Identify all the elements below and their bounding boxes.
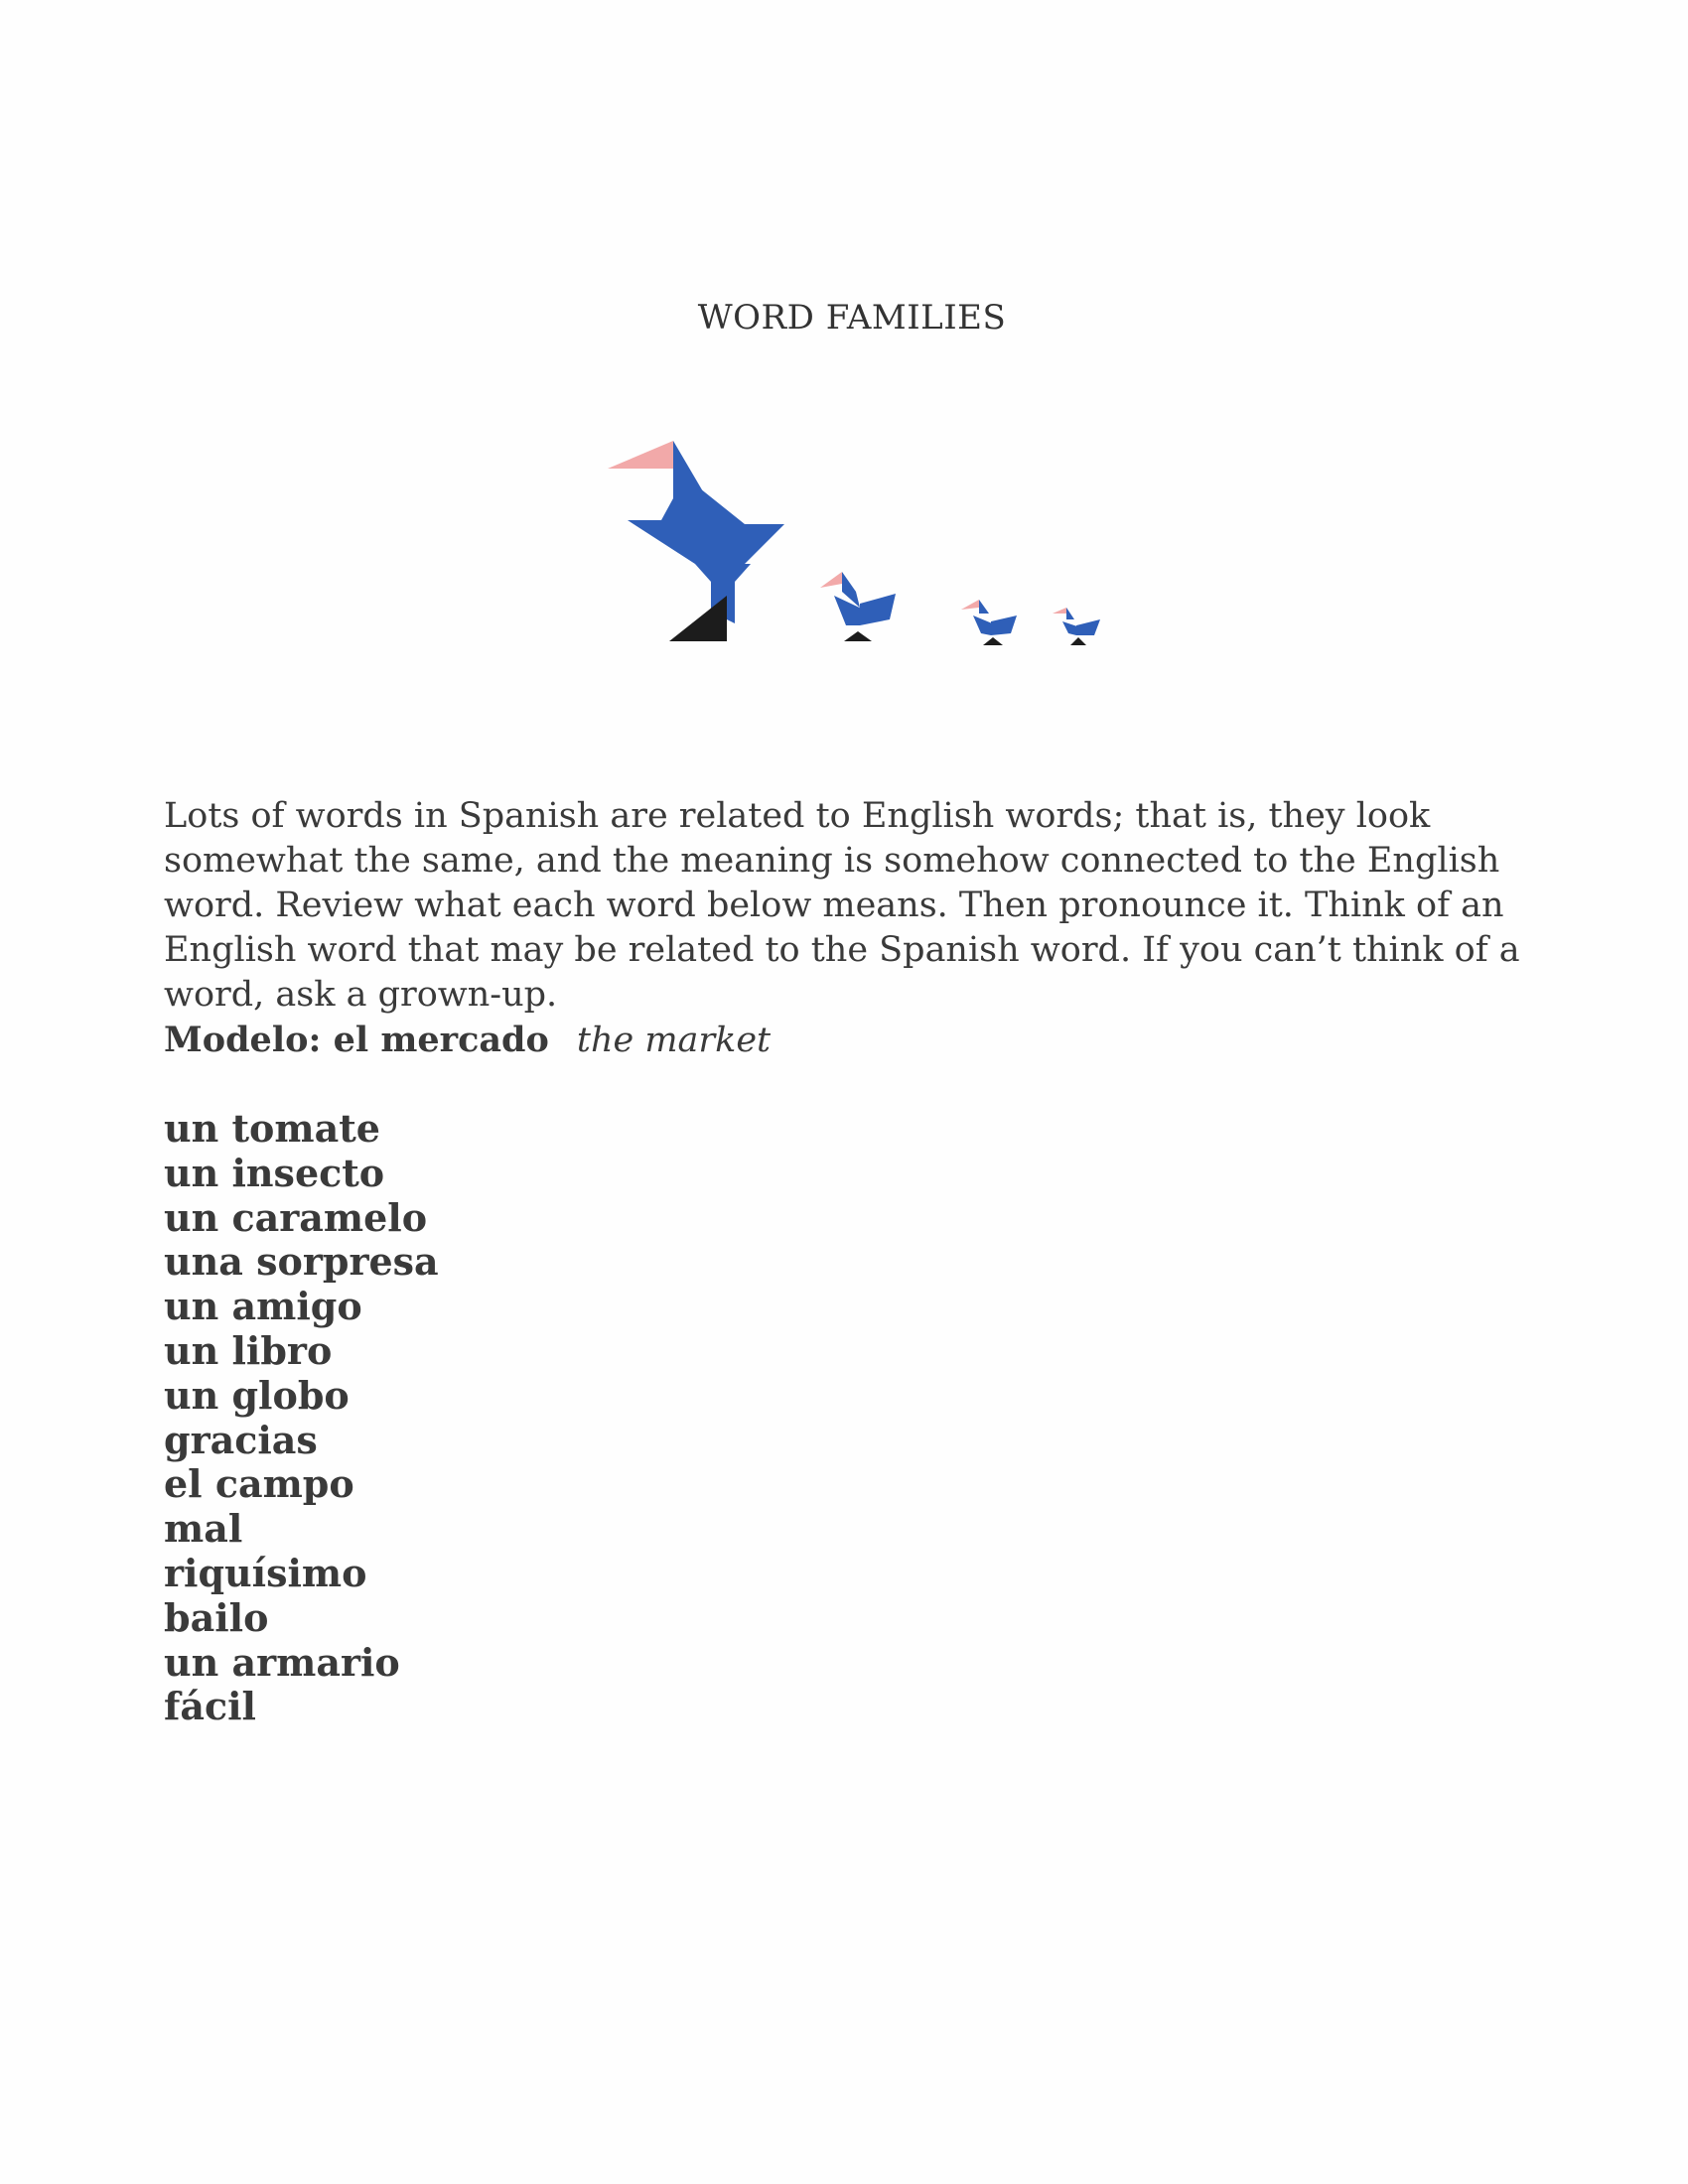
big-duck-icon — [608, 441, 784, 641]
tangram-duck-family-icon — [608, 437, 1112, 651]
duckling-icon — [820, 572, 896, 641]
vocabulary-word: bailo — [164, 1594, 269, 1640]
vocabulary-word: un tomate — [164, 1106, 380, 1151]
vocabulary-word: un insecto — [164, 1150, 385, 1195]
page-title: WORD FAMILIES — [697, 298, 1007, 338]
model-term: Modelo: el mercado — [164, 1020, 549, 1060]
vocabulary-word: gracias — [164, 1417, 318, 1462]
vocabulary-list — [164, 1107, 439, 1729]
vocabulary-word: un globo — [164, 1372, 350, 1418]
model-example — [164, 1018, 771, 1063]
vocabulary-word: un armario — [164, 1639, 400, 1685]
vocabulary-word: fácil — [164, 1684, 256, 1729]
vocabulary-word: un amigo — [164, 1284, 362, 1329]
duckling-icon — [961, 600, 1017, 645]
vocabulary-word: un caramelo — [164, 1194, 428, 1240]
vocabulary-word: riquísimo — [164, 1550, 367, 1595]
duckling-icon — [1053, 608, 1100, 645]
vocabulary-word: un libro — [164, 1327, 333, 1373]
vocabulary-word: mal — [164, 1506, 243, 1552]
model-gloss: the market — [576, 1021, 772, 1060]
vocabulary-word: el campo — [164, 1461, 354, 1507]
instructions-paragraph: Lots of words in Spanish are related to English words; that is, they look somewhat the same, and the meaning is somehow connected to the English word. Review what each word below means. Then pronounce it. Think of an English word that may be related to the Spanish word. If you can’t think of a word, ask a grown-up. — [164, 796, 1520, 1015]
vocabulary-word: una sorpresa — [164, 1239, 439, 1285]
